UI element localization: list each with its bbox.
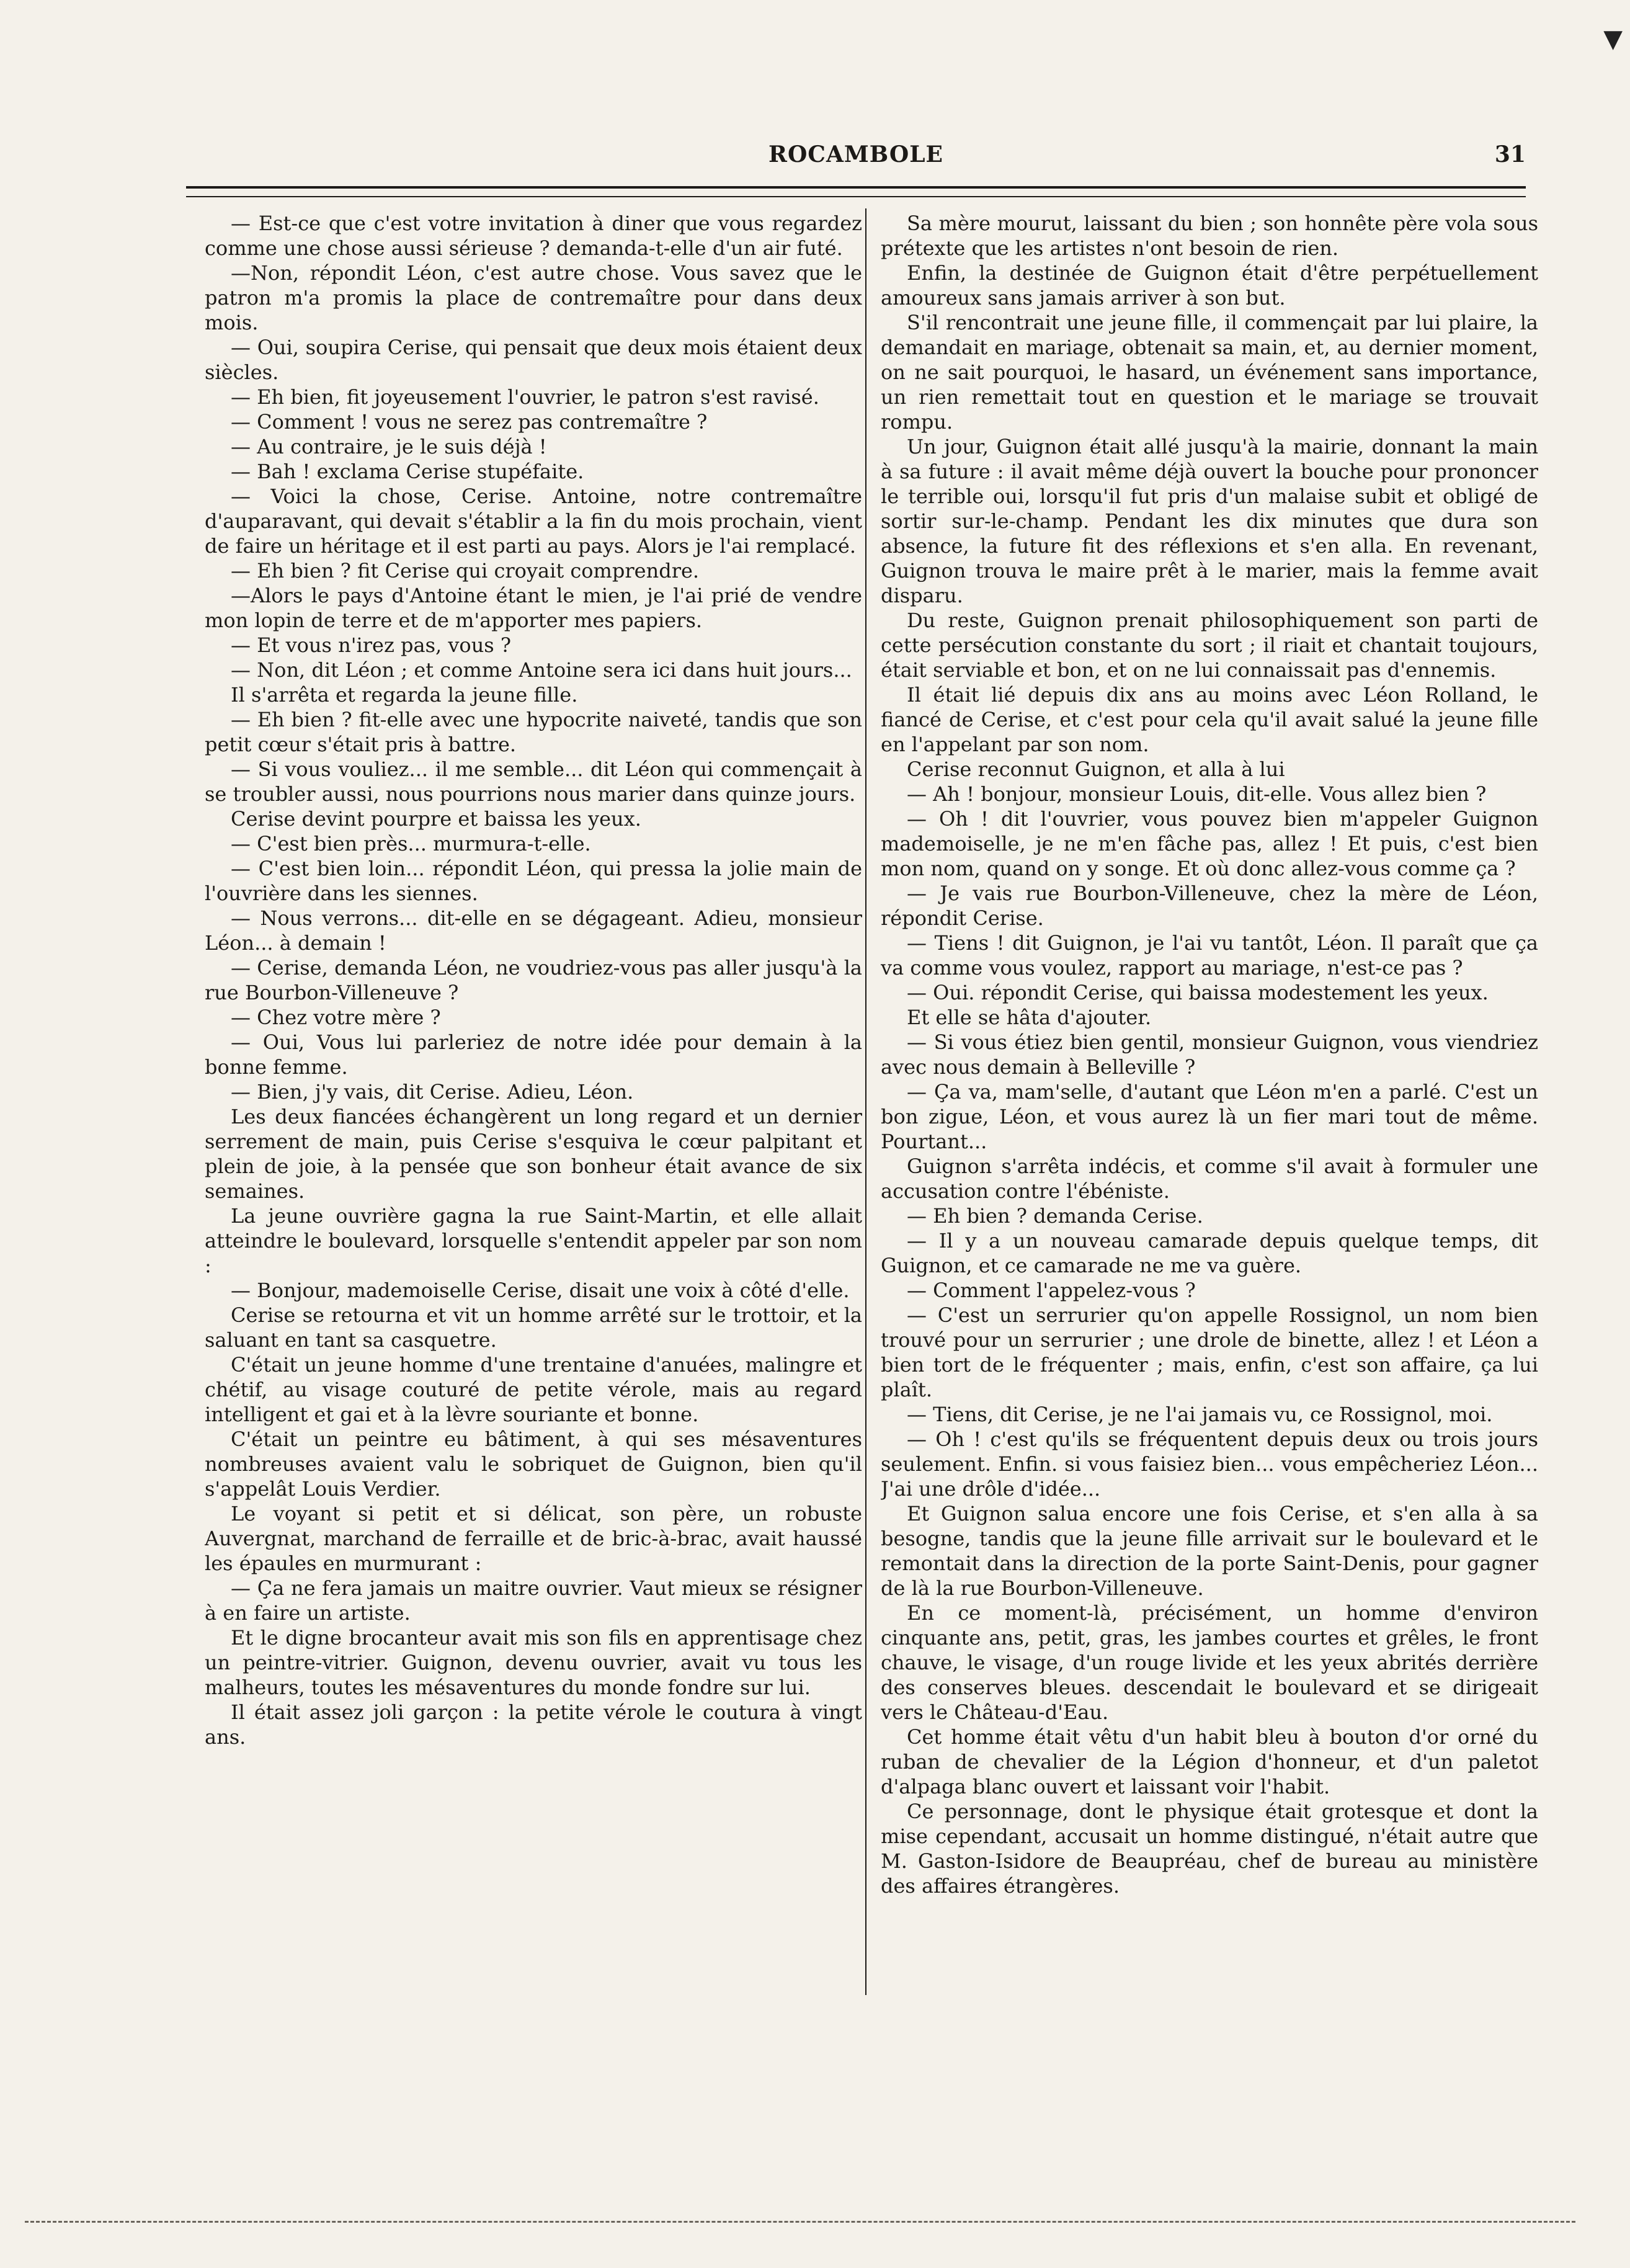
paragraph: — Oui, Vous lui parleriez de notre idée pour demain à la bonne femme. bbox=[205, 1030, 862, 1079]
footer-rule bbox=[25, 2221, 1575, 2223]
paragraph: — Cerise, demanda Léon, ne voudriez-vous pas aller jusqu'à la rue Bourbon-Villeneuve ? bbox=[205, 956, 862, 1004]
paragraph: C'était un peintre eu bâtiment, à qui ses mésaventures nombreuses avaient valu le sobriquet de Guignon, bien qu'il s'appelât Louis Verdier. bbox=[205, 1427, 862, 1501]
paragraph: — Ça ne fera jamais un maitre ouvrier. Vaut mieux se résigner à en faire un artiste. bbox=[205, 1576, 862, 1625]
paragraph: — Eh bien ? demanda Cerise. bbox=[907, 1204, 1203, 1228]
paragraph: — Voici la chose, Cerise. Antoine, notre contremaître d'auparavant, qui devait s'établir a la fin du mois prochain, vient de faire un héritage et il est parti au pays. Alors je l'ai remplacé. bbox=[205, 484, 862, 558]
corner-mark: ▼ bbox=[1603, 25, 1623, 53]
paragraph: — Est-ce que c'est votre invitation à diner que vous regardez comme une chose aussi sérieuse ? demanda-t-elle d'un air futé. bbox=[205, 212, 862, 260]
paragraph: En ce moment-là, précisément, un homme d'environ cinquante ans, petit, gras, les jambes courtes et grêles, le front chauve, le visage, d'un rouge livide et les yeux abrités derrière des conserves bleues. descendait le boulevard et se dirigeait vers le Château-d'Eau. bbox=[881, 1601, 1538, 1724]
paragraph: Cet homme était vêtu d'un habit bleu à bouton d'or orné du ruban de chevalier de la Légion d'honneur, et d'un paletot d'alpaga blanc ouvert et laissant voir l'habit. bbox=[881, 1725, 1538, 1798]
paragraph: — Oui, soupira Cerise, qui pensait que deux mois étaient deux siècles. bbox=[205, 336, 862, 384]
paragraph: Le voyant si petit et si délicat, son père, un robuste Auvergnat, marchand de ferraille et de bric-à-brac, avait haussé les épaules en murmurant : bbox=[205, 1502, 862, 1575]
paragraph: — Bien, j'y vais, dit Cerise. Adieu, Léon. bbox=[231, 1080, 634, 1104]
paragraph: — Au contraire, je le suis déjà ! bbox=[231, 435, 547, 458]
paragraph: Sa mère mourut, laissant du bien ; son honnête père vola sous prétexte que les artistes n'ont besoin de rien. bbox=[881, 212, 1538, 260]
right-column bbox=[881, 211, 1538, 2010]
paragraph: Cerise devint pourpre et baissa les yeux. bbox=[231, 807, 641, 831]
paragraph: — Comment l'appelez-vous ? bbox=[907, 1279, 1196, 1302]
paragraph: — Chez votre mère ? bbox=[231, 1006, 441, 1029]
paragraph: — Si vous vouliez... il me semble... dit Léon qui commençait à se troubler aussi, nous pourrions nous marier dans quinze jours. bbox=[205, 757, 862, 806]
paragraph: Ce personnage, dont le physique était grotesque et dont la mise cependant, accusait un homme distingué, n'était autre que M. Gaston-Isidore de Beaupréau, chef de bureau au ministère des affaires étrangères. bbox=[881, 1800, 1538, 1898]
paragraph: — Nous verrons... dit-elle en se dégageant. Adieu, monsieur Léon... à demain ! bbox=[205, 906, 862, 955]
header-rule-thick bbox=[186, 186, 1526, 189]
paragraph: Un jour, Guignon était allé jusqu'à la mairie, donnant la main à sa future : il avait même déjà ouvert la bouche pour prononcer le terrible oui, lorsqu'il fut pris d'un malaise subit et obligé de sortir sur-le-champ. Pendant les dix minutes que dura son absence, la future fit des réflexions et s'en alla. En revenant, Guignon trouva le maire prêt à le marier, mais la femme avait disparu. bbox=[881, 435, 1538, 607]
paragraph: — Oui. répondit Cerise, qui baissa modestement les yeux. bbox=[907, 981, 1489, 1004]
paragraph: — Et vous n'irez pas, vous ? bbox=[231, 633, 512, 657]
paragraph: — Je vais rue Bourbon-Villeneuve, chez la mère de Léon, répondit Cerise. bbox=[881, 882, 1538, 930]
paragraph: — Oh ! dit l'ouvrier, vous pouvez bien m'appeler Guignon mademoiselle, je ne m'en fâche pas, allez ! Et puis, c'est bien mon nom, quand on y songe. Et où donc allez-vous comme ça ? bbox=[881, 807, 1538, 880]
paragraph: Il s'arrêta et regarda la jeune fille. bbox=[231, 683, 578, 707]
paragraph: C'était un jeune homme d'une trentaine d'anuées, malingre et chétif, au visage couturé de petite vérole, mais au regard intelligent et gai et à la lèvre souriante et bonne. bbox=[205, 1353, 862, 1426]
paragraph: Et Guignon salua encore une fois Cerise, et s'en alla à sa besogne, tandis que la jeune fille arrivait sur le boulevard et le remontait dans la direction de la porte Saint-Denis, pour gagner de là la rue Bourbon-Villeneuve. bbox=[881, 1502, 1538, 1600]
page-header bbox=[186, 141, 1526, 179]
running-title: ROCAMBOLE bbox=[768, 141, 943, 167]
paragraph: — Comment ! vous ne serez pas contremaître ? bbox=[231, 410, 708, 434]
paragraph: Les deux fiancées échangèrent un long regard et un dernier serrement de main, puis Cerise s'esquiva le cœur palpitant et plein de joie, à la pensée que son bonheur était avance de six semaines. bbox=[205, 1105, 862, 1203]
left-column bbox=[205, 211, 862, 2010]
paragraph: — Eh bien ? fit Cerise qui croyait comprendre. bbox=[231, 559, 700, 583]
paragraph: La jeune ouvrière gagna la rue Saint-Martin, et elle allait atteindre le boulevard, lorsquelle s'entendit appeler par son nom : bbox=[205, 1204, 862, 1277]
page-number: 31 bbox=[1494, 141, 1526, 167]
paragraph: — Si vous étiez bien gentil, monsieur Guignon, vous viendriez avec nous demain à Belleville ? bbox=[881, 1030, 1538, 1079]
paragraph: — Oh ! c'est qu'ils se fréquentent depuis deux ou trois jours seulement. Enfin. si vous faisiez bien... vous empêcheriez Léon... J'ai une drôle d'idée... bbox=[881, 1427, 1538, 1501]
paragraph: — C'est bien loin... répondit Léon, qui pressa la jolie main de l'ouvrière dans les siennes. bbox=[205, 857, 862, 905]
paragraph: Et elle se hâta d'ajouter. bbox=[907, 1006, 1152, 1029]
paragraph: Du reste, Guignon prenait philosophiquement son parti de cette persécution constante du sort ; il riait et chantait toujours, était serviable et bon, et on ne lui connaissait pas d'ennemis. bbox=[881, 609, 1538, 682]
paragraph: — Ça va, mam'selle, d'autant que Léon m'en a parlé. C'est un bon zigue, Léon, et vous aurez là un fier mari tout de même. Pourtant... bbox=[881, 1080, 1538, 1153]
paragraph: — Eh bien ? fit-elle avec une hypocrite naiveté, tandis que son petit cœur s'était pris à battre. bbox=[205, 708, 862, 756]
paragraph: Cerise se retourna et vit un homme arrêté sur le trottoir, et la saluant en tant sa casquetre. bbox=[205, 1303, 862, 1352]
paragraph: Il était assez joli garçon : la petite vérole le coutura à vingt ans. bbox=[205, 1700, 862, 1749]
paragraph: Guignon s'arrêta indécis, et comme s'il avait à formuler une accusation contre l'ébéniste. bbox=[881, 1154, 1538, 1203]
paragraph: — C'est bien près... murmura-t-elle. bbox=[231, 832, 591, 855]
paragraph: Cerise reconnut Guignon, et alla à lui bbox=[907, 757, 1285, 781]
paragraph: — Non, dit Léon ; et comme Antoine sera ici dans huit jours... bbox=[231, 658, 852, 682]
paragraph: — C'est un serrurier qu'on appelle Rossignol, un nom bien trouvé pour un serrurier ; une drole de binette, allez ! et Léon a bien tort de le fréquenter ; mais, enfin, c'est son affaire, ça lui plaît. bbox=[881, 1303, 1538, 1401]
header-rule-thin bbox=[186, 196, 1526, 197]
column-divider bbox=[865, 208, 866, 1995]
paragraph: — Bah ! exclama Cerise stupéfaite. bbox=[231, 460, 584, 483]
paragraph: Et le digne brocanteur avait mis son fils en apprentisage chez un peintre-vitrier. Guignon, devenu ouvrier, avait vu tous les malheurs, toutes les mésaventures du monde fondre sur lui. bbox=[205, 1626, 862, 1699]
paragraph: — Ah ! bonjour, monsieur Louis, dit-elle. Vous allez bien ? bbox=[907, 782, 1487, 806]
paragraph: Enfin, la destinée de Guignon était d'être perpétuellement amoureux sans jamais arriver à son but. bbox=[881, 261, 1538, 310]
paragraph: —Alors le pays d'Antoine étant le mien, je l'ai prié de vendre mon lopin de terre et de m'apporter mes papiers. bbox=[205, 584, 862, 632]
paragraph: — Il y a un nouveau camarade depuis quelque temps, dit Guignon, et ce camarade ne me va guère. bbox=[881, 1229, 1538, 1277]
paragraph: —Non, répondit Léon, c'est autre chose. Vous savez que le patron m'a promis la place de contremaître pour dans deux mois. bbox=[205, 261, 862, 334]
paragraph: — Eh bien, fit joyeusement l'ouvrier, le patron s'est ravisé. bbox=[231, 385, 819, 409]
paragraph: — Tiens ! dit Guignon, je l'ai vu tantôt, Léon. Il paraît que ça va comme vous voulez, rapport au mariage, n'est-ce pas ? bbox=[881, 931, 1538, 980]
paragraph: Il était lié depuis dix ans au moins avec Léon Rolland, le fiancé de Cerise, et c'est pour cela qu'il avait salué la jeune fille en l'appelant par son nom. bbox=[881, 683, 1538, 756]
paragraph: S'il rencontrait une jeune fille, il commençait par lui plaire, la demandait en mariage, obtenait sa main, et, au dernier moment, on ne sait pourquoi, le hasard, un événement sans importance, un rien remettait tout en question et le mariage se trouvait rompu. bbox=[881, 311, 1538, 434]
paragraph: — Tiens, dit Cerise, je ne l'ai jamais vu, ce Rossignol, moi. bbox=[907, 1403, 1493, 1426]
paragraph: — Bonjour, mademoiselle Cerise, disait une voix à côté d'elle. bbox=[231, 1279, 850, 1302]
